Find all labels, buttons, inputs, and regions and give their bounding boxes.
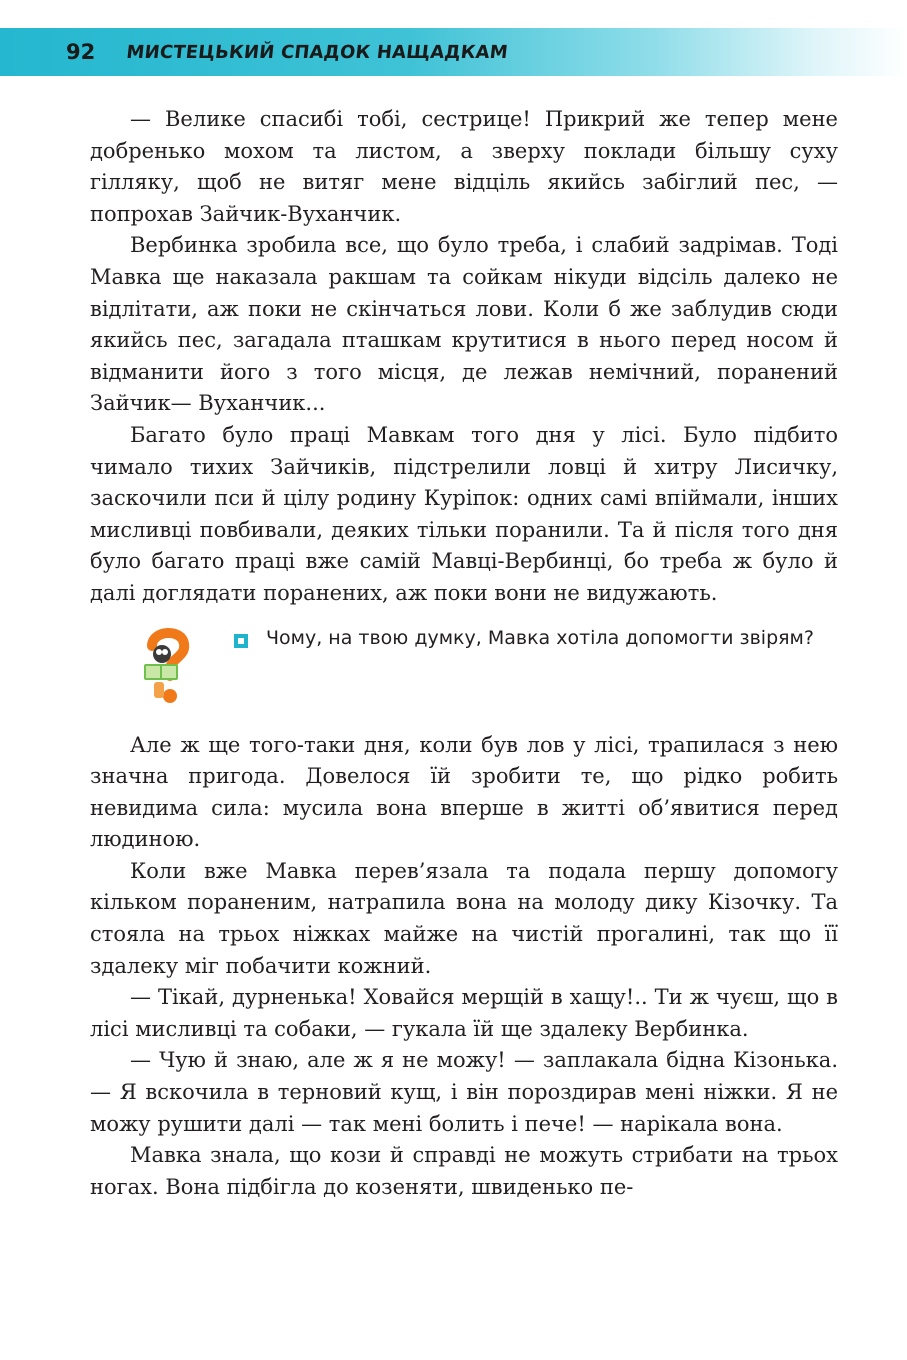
paragraph-1: — Велике спасибі тобі, сестрице! Прикрий же тепер мене добренько мохом та листом, а зверху поклади більшу суху гілляку, щоб не витяг мене відціль якийсь забіглий пес, — попрохав Зайчик-Вуханчик. [90, 107, 838, 226]
paragraph-4: Але ж ще того-таки дня, коли був лов у лісі, трапилася з нею значна пригода. Довелося їй зробити те, що рідко робить невидима сила: мусила вона вперше в житті об’явитися перед людиною. [90, 732, 838, 852]
paragraph-7: — Чую й знаю, але ж я не можу! — заплакала бідна Кізонька. — Я вскочила в терновий кущ, і він пороздирав мені ніжки. Я не можу рушити далі — так мені болить і пече! — нарікала вона. [90, 1048, 838, 1136]
page-number: 92 [66, 40, 96, 64]
paragraph-5: Коли вже Мавка перев’язала та подала першу допомогу кільком пораненим, натрапила вона на молоду дику Кізочку. Та стояла на трьох ніжках майже на чистій прогалині, так що її здалеку міг побачити кожний. [90, 858, 838, 978]
question-block [90, 624, 838, 722]
paragraph-2: Вербинка зробила все, що було треба, і слабий задрімав. Тоді Мавка ще наказала ракшам та сойкам нікуди відсіль далеко не відлітати, аж поки не скінчаться лови. Коли б же заблудив сюди якийсь пес, загадала пташкам крутитися в нього перед носом й відманити його з того місця, де лежав немічний, поранений Зайчик— Вуханчик... [90, 233, 838, 416]
paragraph-3: Багато було праці Мавкам того дня у лісі. Було підбито чимало тихих Зайчиків, підстрелили ловці й хитру Лисичку, заскочили пси й цілу родину Куріпок: одних самі впіймали, інших мисливці повбивали, деяких тільки поранили. Та й після того дня було багато праці вже самій Мавці-Вербинці, бо треба ж було й далі доглядати поранених, аж поки вони не видужають. [90, 422, 838, 605]
question-text: Чому, на твою думку, Мавка хотіла допомогти звірям? [266, 626, 814, 649]
question-mark-reader-icon [138, 624, 196, 706]
page-content [90, 104, 838, 1203]
paragraph-8: Мавка знала, що кози й справді не можуть стрибати на трьох ногах. Вона підбігла до козеняти, швиденько пе- [90, 1143, 838, 1199]
page-header [0, 28, 907, 76]
paragraph-6: — Тікай, дурненька! Ховайся мерщій в хащу!.. Ти ж чуєш, що в лісі мисливці та собаки, — гукала їй ще здалеку Вербинка. [90, 985, 838, 1041]
square-bullet-icon [234, 634, 248, 648]
section-title: МИСТЕЦЬКИЙ СПАДОК НАЩАДКАМ [125, 42, 509, 63]
